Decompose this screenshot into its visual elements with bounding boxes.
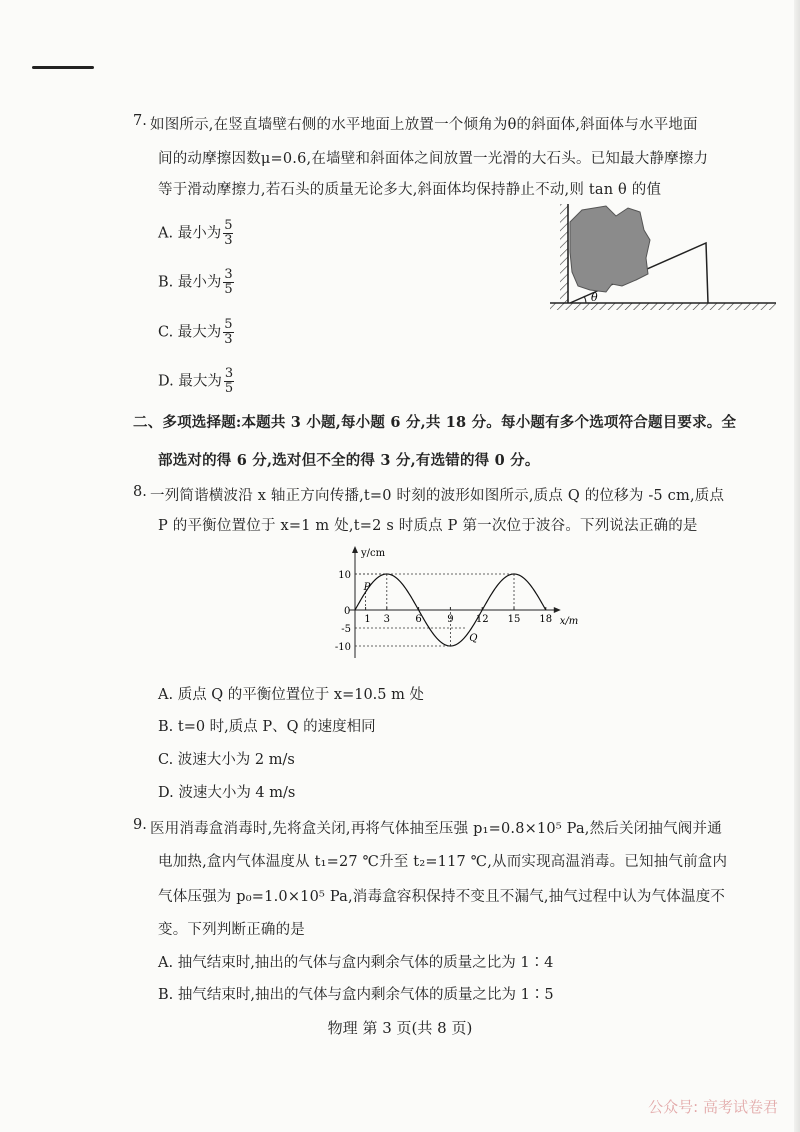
x-tick-label: 3 bbox=[383, 614, 390, 625]
x-tick-label: 6 bbox=[415, 614, 422, 625]
q7-option-d[interactable] bbox=[158, 367, 234, 396]
q8-line-1: 一列简谐横波沿 x 轴正方向传播,t=0 时刻的波形如图所示,质点 Q 的位移为 -5 cm,质点 bbox=[150, 488, 725, 504]
q9-line-2: 电加热,盒内气体温度从 t₁=27 ℃升至 t₂=117 ℃,从而实现高温消毒。已知抽气前盒内 bbox=[158, 854, 728, 870]
q7-option-b-fraction: $\frac{3}{5}$ bbox=[224, 267, 233, 297]
watermark: 公众号: 高考试卷君 bbox=[648, 1098, 778, 1116]
x-tick-label: 12 bbox=[475, 614, 489, 625]
q9-line-3: 气体压强为 p₀=1.0×10⁵ Pa,消毒盒容积保持不变且不漏气,抽气过程中认为气体温度不 bbox=[158, 889, 726, 905]
corner-mark bbox=[32, 66, 94, 69]
q8-option-c[interactable]: C. 波速大小为 2 m/s bbox=[158, 752, 295, 768]
q8-number: 8. bbox=[133, 484, 147, 500]
y-axis-label: y/cm bbox=[361, 548, 386, 559]
q7-option-a[interactable] bbox=[158, 219, 233, 248]
q7-option-c-fraction: $\frac{5}{3}$ bbox=[224, 317, 233, 347]
q7-line-2: 间的动摩擦因数μ=0.6,在墙壁和斜面体之间放置一光滑的大石头。已知最大静摩擦力 bbox=[158, 151, 709, 167]
section2-header-2: 部选对的得 6 分,选对但不全的得 3 分,有选错的得 0 分。 bbox=[158, 452, 540, 469]
q7-option-a-text: A. 最小为 bbox=[158, 225, 222, 242]
page-edge-shadow bbox=[794, 0, 800, 1132]
q9-option-a[interactable]: A. 抽气结束时,抽出的气体与盒内剩余气体的质量之比为 1∶4 bbox=[158, 955, 554, 971]
wave-chart bbox=[325, 542, 579, 662]
section2-header-1: 二、多项选择题:本题共 3 小题,每小题 6 分,共 18 分。每小题有多个选项符合题目要求。全 bbox=[133, 414, 737, 431]
x-axis-label: x/m bbox=[559, 616, 579, 627]
q7-figure bbox=[548, 200, 778, 318]
q8-option-d[interactable]: D. 波速大小为 4 m/s bbox=[158, 785, 296, 801]
y-axis-arrow bbox=[352, 546, 358, 553]
q7-option-b[interactable] bbox=[158, 268, 234, 297]
origin-label: 0 bbox=[344, 606, 351, 617]
q7-line-1: 如图所示,在竖直墙壁右侧的水平地面上放置一个倾角为θ的斜面体,斜面体与水平地面 bbox=[150, 117, 698, 133]
q7-option-d-text: D. 最大为 bbox=[158, 373, 222, 390]
q7-option-c[interactable] bbox=[158, 318, 234, 347]
point-q-label: Q bbox=[469, 633, 478, 644]
ground-hatch bbox=[550, 303, 776, 310]
y-tick-label: 10 bbox=[338, 570, 351, 581]
q9-line-1: 医用消毒盒消毒时,先将盒关闭,再将气体抽至压强 p₁=0.8×10⁵ Pa,然后关闭抽气阀并通 bbox=[150, 821, 722, 837]
q7-option-a-fraction: $\frac{5}{3}$ bbox=[224, 218, 233, 248]
page-footer: 物理 第 3 页(共 8 页) bbox=[327, 1019, 473, 1037]
y-tick-label: -10 bbox=[334, 642, 351, 653]
q8-option-a[interactable]: A. 质点 Q 的平衡位置位于 x=10.5 m 处 bbox=[158, 687, 424, 703]
q7-option-b-text: B. 最小为 bbox=[158, 274, 222, 291]
y-tick-label: -5 bbox=[341, 624, 351, 635]
x-tick-label: 1 bbox=[364, 614, 371, 625]
x-tick-label: 15 bbox=[507, 614, 521, 625]
q9-line-4: 变。下列判断正确的是 bbox=[158, 922, 305, 938]
wall-hatch bbox=[560, 204, 568, 304]
q8-line-2: P 的平衡位置位于 x=1 m 处,t=2 s 时质点 P 第一次位于波谷。下列说法正确的是 bbox=[158, 518, 698, 534]
q7-number: 7. bbox=[133, 113, 147, 129]
point-p-label: P bbox=[363, 582, 371, 593]
q9-number: 9. bbox=[133, 817, 147, 833]
q9-option-b[interactable]: B. 抽气结束时,抽出的气体与盒内剩余气体的质量之比为 1∶5 bbox=[158, 987, 554, 1003]
boulder bbox=[570, 206, 650, 292]
x-tick-label: 9 bbox=[447, 614, 454, 625]
q7-option-c-text: C. 最大为 bbox=[158, 324, 222, 341]
q8-option-b[interactable]: B. t=0 时,质点 P、Q 的速度相同 bbox=[158, 719, 376, 735]
q7-line-3: 等于滑动摩擦力,若石头的质量无论多大,斜面体均保持静止不动,则 tan θ 的值 bbox=[158, 182, 662, 198]
angle-arc bbox=[584, 296, 586, 303]
x-axis-arrow bbox=[554, 607, 561, 613]
x-tick-label: 18 bbox=[539, 614, 553, 625]
q7-option-d-fraction: $\frac{3}{5}$ bbox=[224, 366, 234, 396]
angle-label: θ bbox=[591, 291, 598, 304]
